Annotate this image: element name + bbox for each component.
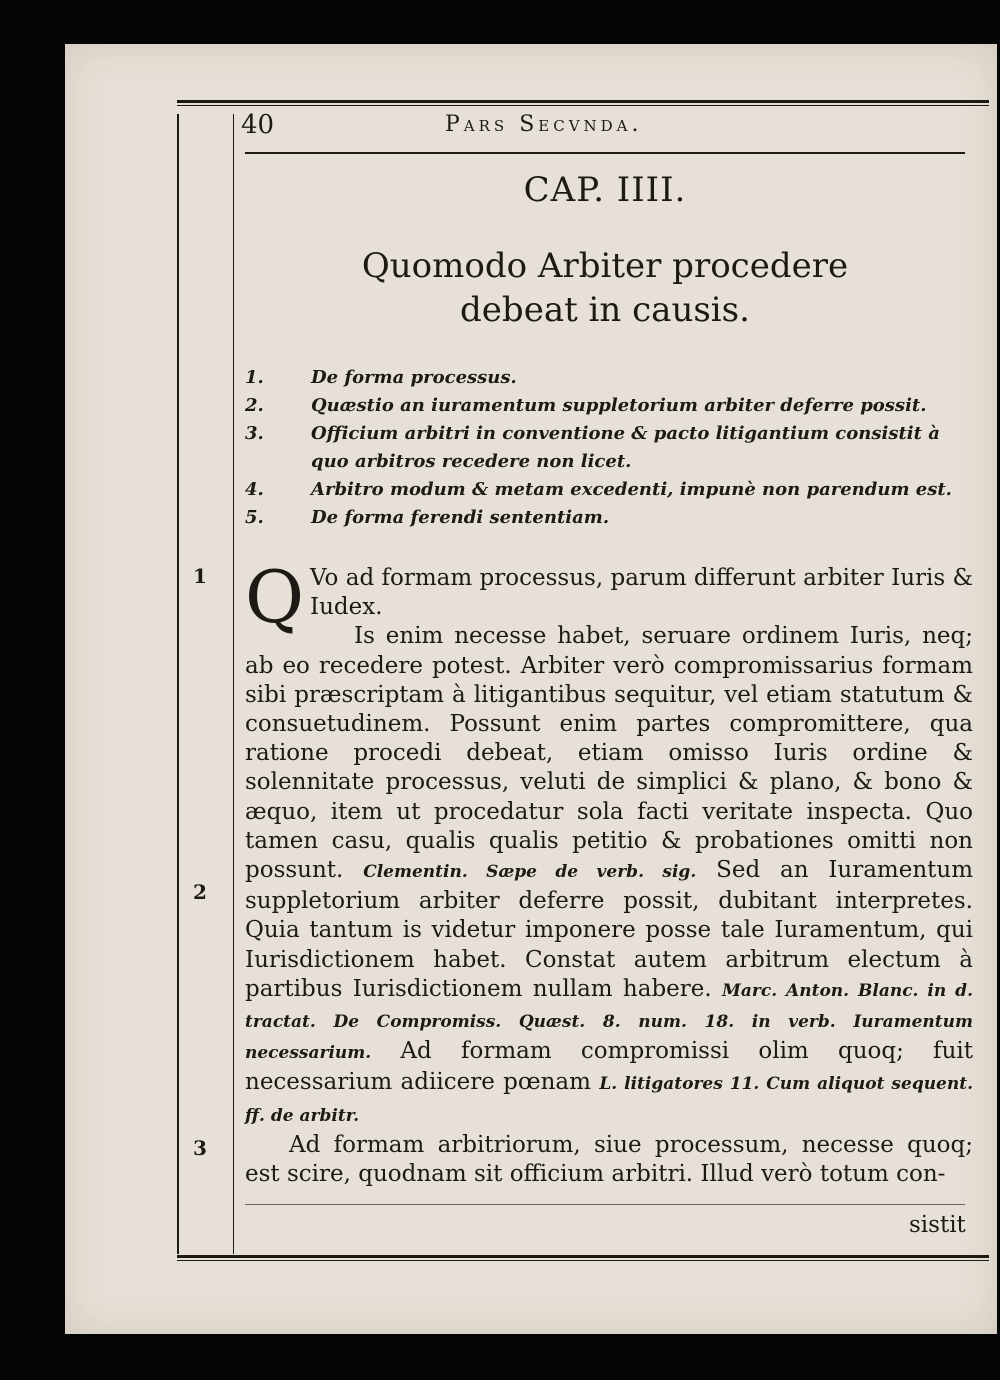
paragraph-text: Vo ad formam processus, parum differunt arbiter Iuris & Iudex.: [310, 565, 973, 621]
bottom-rule-thin: [177, 1260, 989, 1261]
summary-number: 5.: [245, 507, 264, 528]
summary-text: Officium arbitri in conventione & pacto litigantium consistit à quo arbitros recedere non licet.: [311, 423, 940, 472]
margin-number: 2: [193, 880, 207, 904]
margin-rule: [233, 114, 234, 1254]
top-rule: [177, 100, 989, 103]
margin-number: 3: [193, 1136, 207, 1160]
summary-text: Quæstio an iuramentum suppletorium arbiter deferre possit.: [311, 395, 927, 416]
outer-frame-rule: [177, 114, 179, 1254]
summary-number: 4.: [245, 479, 264, 500]
paragraph-text: Ad formam compromissi olim quoq; fuit necessarium adiicere pœnam: [245, 1038, 973, 1096]
summary-text: De forma ferendi sententiam.: [311, 507, 610, 528]
drop-cap: Q: [245, 555, 305, 639]
paragraph: [245, 622, 973, 1130]
chapter-number: CAP. IIII.: [523, 170, 687, 210]
margin-number: 1: [193, 564, 207, 588]
summary-item: [245, 364, 975, 392]
summary-text: De forma processus.: [311, 367, 517, 388]
summary-number: 3.: [245, 423, 264, 444]
body-text: [245, 555, 974, 1189]
citation: Clementin. Sæpe de verb. sig.: [363, 862, 697, 883]
chapter-summary: [245, 364, 975, 532]
bottom-rule: [177, 1255, 989, 1258]
catchword: sistit: [909, 1212, 966, 1238]
paragraph: [245, 555, 973, 639]
header-underline: [245, 152, 965, 154]
summary-text: Arbitro modum & metam excedenti, impunè non parendum est.: [311, 479, 952, 500]
running-head: Pars Secvnda.: [445, 112, 643, 137]
summary-item: [245, 420, 975, 476]
paragraph-text: Ad formam arbitriorum, siue processum, necesse quoq; est scire, quodnam sit officium arbitri. Illud verò totum con-: [245, 1131, 973, 1188]
page-number: 40: [241, 110, 275, 140]
footer-separator: [245, 1204, 965, 1205]
summary-item: [245, 476, 975, 504]
summary-item: [245, 504, 975, 532]
summary-number: 2.: [245, 395, 264, 416]
citation: Marc. Anton. Blanc. in d. tractat. De Compromiss. Quæst. 8. num. 18. in verb. Iuramentum necessarium.: [245, 980, 973, 1064]
chapter-title: Quomodo Arbiter procedere debeat in causis.: [361, 246, 849, 330]
citation: L. litigatores 11. Cum aliquot sequent. ff. de arbitr.: [245, 1074, 974, 1126]
summary-item: [245, 392, 975, 420]
top-rule-thin: [177, 105, 989, 106]
summary-number: 1.: [245, 367, 264, 388]
paragraph: [245, 1131, 973, 1189]
paragraph-text: Is enim necesse habet, seruare ordinem Iuris, neq; ab eo recedere potest. Arbiter verò compromissarius formam sibi præscriptam à litigantibus sequitur, vel etiam statutum & consuetudinem. Possunt enim partes compromittere, qua ratione procedi debeat, etiam omisso Iuris ordine & solennitate processus, veluti de simplici & plano, & bono & æquo, item ut procedatur sola facti veritate inspecta. Quo tamen casu, qualis qualis petitio & probationes omitti non possunt.: [245, 623, 973, 884]
paragraph-text: Sed an Iuramentum suppletorium arbiter deferre possit, dubitant interpretes. Quia tantum is videtur imponere posse tale Iuramentum, qui Iurisdictionem habet. Constat autem arbitrum electum à partibus Iurisdictionem nullam habere.: [245, 857, 974, 1002]
book-page: [65, 44, 997, 1334]
